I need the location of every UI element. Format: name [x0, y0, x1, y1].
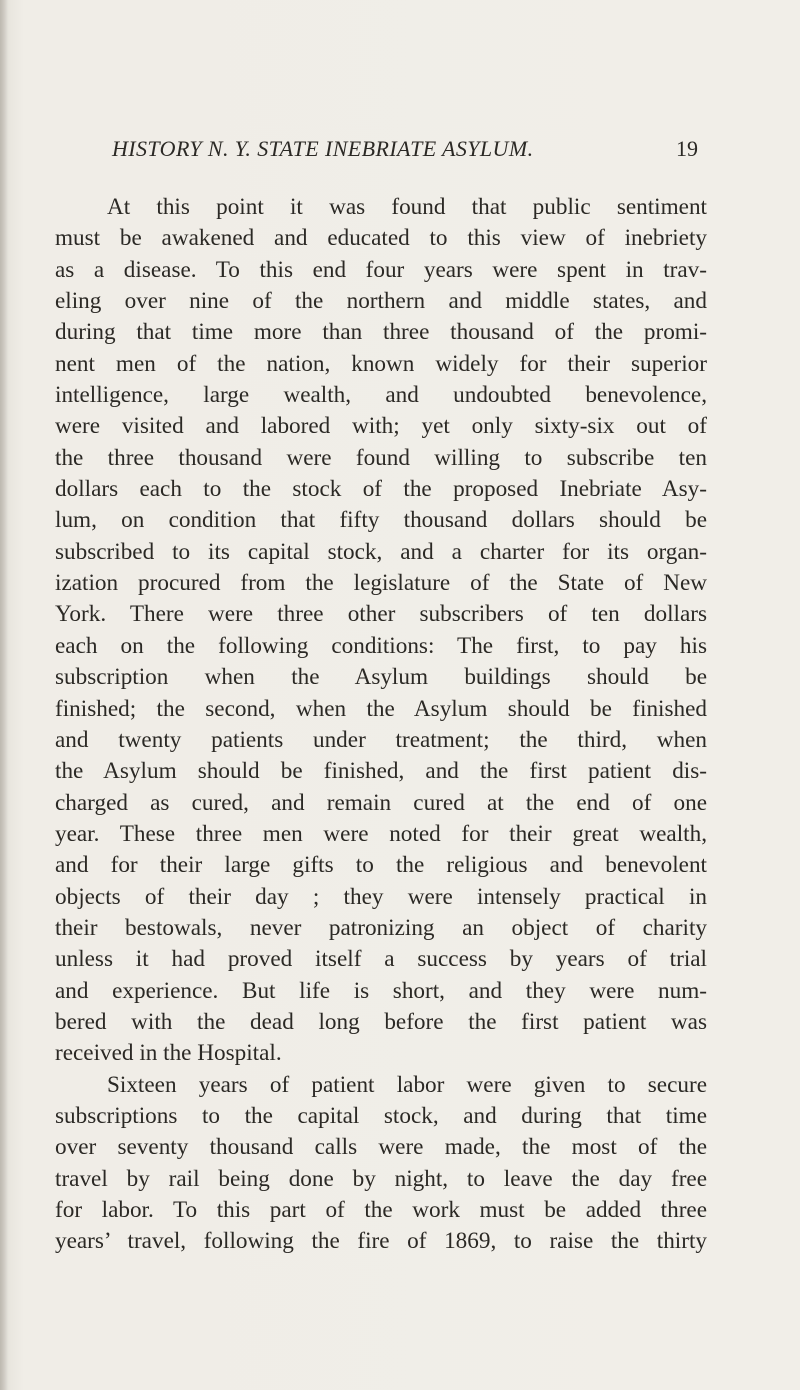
text-line: year. These three men were noted for their great wealth,	[55, 820, 707, 847]
text-line: the three thousand were found willing to subscribe ten	[55, 444, 707, 471]
text-line: received in the Hospital.	[55, 1040, 282, 1067]
text-line: travel by rail being done by night, to leave the day free	[55, 1165, 707, 1192]
text-line: were visited and labored with; yet only sixty-six out of	[55, 413, 707, 440]
text-line: bered with the dead long before the first patient was	[55, 1008, 707, 1035]
text-line: years’ travel, following the fire of 1869, to raise the thirty	[55, 1228, 707, 1255]
text-line: eling over nine of the northern and middle states, and	[55, 288, 707, 315]
text-line: the Asylum should be finished, and the first patient dis-	[55, 758, 707, 785]
text-line: and experience. But life is short, and they were num-	[55, 977, 707, 1004]
text-line: dollars each to the stock of the proposed Inebriate Asy-	[55, 476, 707, 503]
text-line: objects of their day ; they were intensely practical in	[55, 883, 707, 910]
text-line: over seventy thousand calls were made, the most of the	[55, 1134, 707, 1161]
running-title: HISTORY N. Y. STATE INEBRIATE ASYLUM.	[112, 136, 534, 161]
text-line: unless it had proved itself a success by years of trial	[55, 946, 707, 973]
text-line: their bestowals, never patronizing an object of charity	[55, 914, 707, 941]
text-line: subscription when the Asylum buildings should be	[55, 664, 707, 691]
text-line: during that time more than three thousand of the promi-	[55, 319, 707, 346]
text-line: charged as cured, and remain cured at the end of one	[55, 789, 707, 816]
text-line: each on the following conditions: The first, to pay his	[55, 632, 707, 659]
page-gutter-shadow	[0, 0, 8, 1390]
text-line: as a disease. To this end four years were spent in trav-	[55, 256, 707, 283]
text-line: finished; the second, when the Asylum should be finished	[55, 695, 707, 722]
text-line: intelligence, large wealth, and undoubted benevolence,	[55, 382, 707, 409]
body-text	[55, 192, 707, 1258]
running-header	[112, 136, 698, 176]
text-line: and twenty patients under treatment; the third, when	[55, 726, 707, 753]
text-line: Sixteen years of patient labor were given to secure	[107, 1071, 707, 1098]
text-line: for labor. To this part of the work must be added three	[55, 1197, 707, 1223]
text-line: subscriptions to the capital stock, and during that time	[55, 1102, 707, 1129]
text-line: and for their large gifts to the religious and benevolent	[55, 852, 707, 879]
text-line: nent men of the nation, known widely for their superior	[55, 350, 707, 377]
page-number: 19	[676, 136, 698, 161]
text-line: At this point it was found that public sentiment	[107, 194, 707, 220]
text-line: lum, on condition that fifty thousand dollars should be	[55, 507, 707, 534]
text-line: subscribed to its capital stock, and a charter for its organ-	[55, 538, 707, 565]
text-line: ization procured from the legislature of the State of New	[55, 570, 707, 597]
text-line: must be awakened and educated to this view of inebriety	[55, 225, 707, 252]
text-line: York. There were three other subscribers of ten dollars	[55, 601, 707, 628]
